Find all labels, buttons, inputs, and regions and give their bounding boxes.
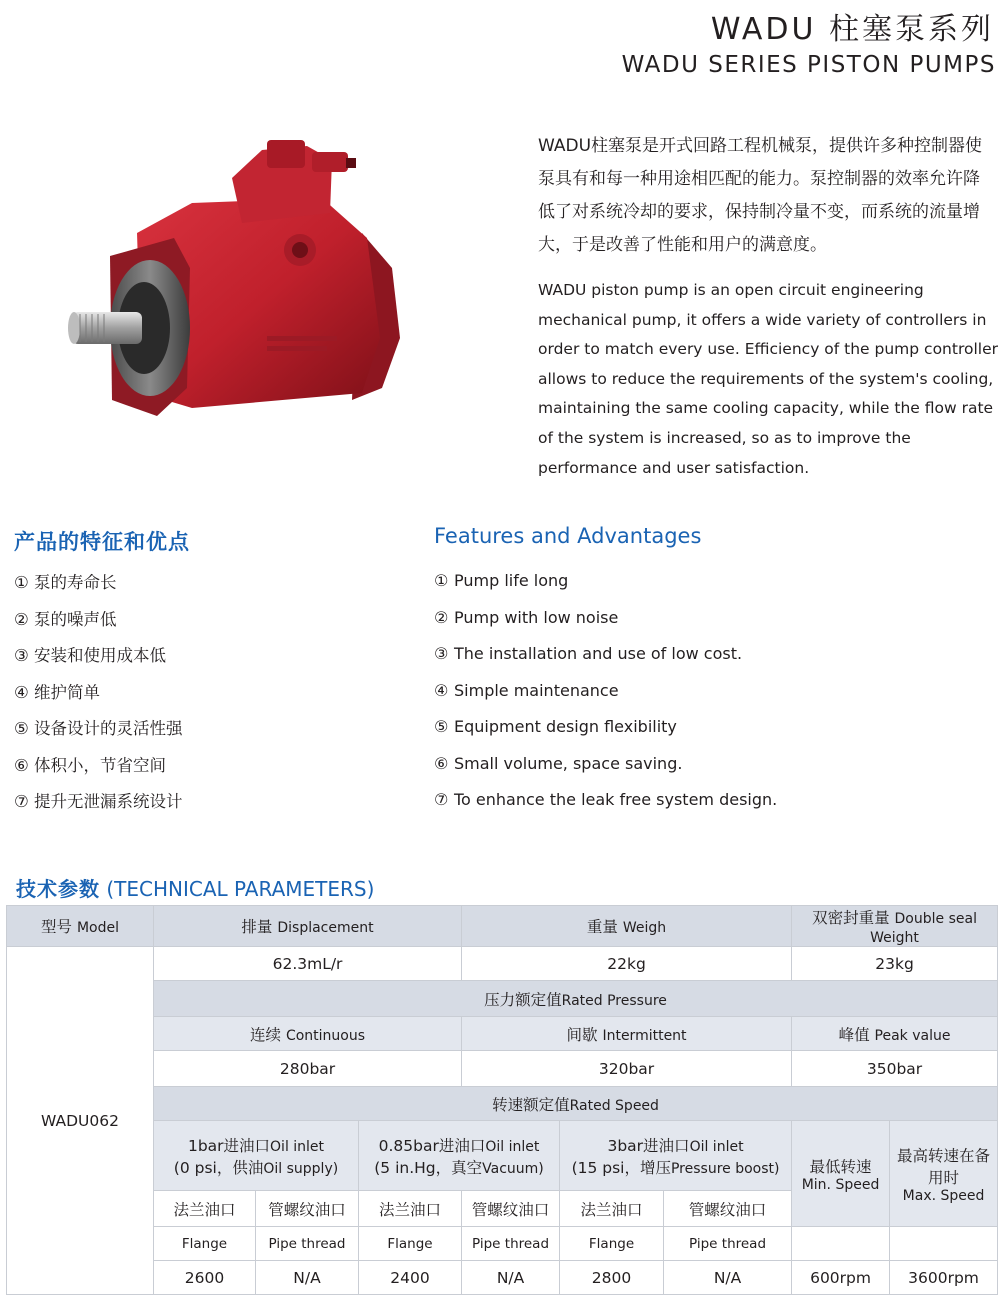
weight-value: 22kg: [462, 947, 792, 981]
speed-pipe-3bar: N/A: [664, 1261, 792, 1295]
header-displacement: 排量 Displacement: [154, 906, 462, 947]
inlet-3bar-header: 3bar进油口Oil inlet (15 psi，增压Pressure boost): [560, 1121, 792, 1191]
empty-cell: [792, 1227, 890, 1261]
feature-number: ⑤: [14, 719, 29, 738]
speed-flange-1bar: 2600: [154, 1261, 256, 1295]
speed-flange-085bar: 2400: [359, 1261, 462, 1295]
feature-item-cn: [14, 682, 183, 719]
feature-text: 维护简单: [34, 682, 100, 702]
feature-item-en: [434, 607, 777, 644]
feature-text: Equipment design flexibility: [454, 717, 677, 736]
feature-number: ②: [14, 609, 29, 629]
feature-number: ⑦: [14, 792, 29, 811]
port-pipe-en: Pipe thread: [256, 1227, 359, 1261]
feature-text: The installation and use of low cost.: [454, 644, 743, 663]
port-flange-cn: 法兰油口: [359, 1191, 462, 1227]
feature-item-en: [434, 570, 777, 607]
tech-params-table: [6, 905, 998, 1295]
speed-pipe-085bar: N/A: [462, 1261, 560, 1295]
tech-params-title: [16, 873, 374, 902]
features-list-cn: [14, 572, 183, 828]
speed-flange-3bar: 2800: [560, 1261, 664, 1295]
header-weight: 重量 Weigh: [462, 906, 792, 947]
feature-text: 设备设计的灵活性强: [34, 719, 183, 738]
pressure-continuous-header: 连续 Continuous: [154, 1017, 462, 1051]
feature-item-en: [434, 680, 777, 717]
pressure-intermittent-value: 320bar: [462, 1051, 792, 1087]
feature-text: To enhance the leak free system design.: [454, 790, 778, 809]
feature-text: 体积小，节省空间: [34, 755, 166, 775]
feature-number: ⑥: [14, 755, 29, 775]
page-title-cn: WADU 柱塞泵系列: [710, 12, 994, 47]
feature-item-cn: [14, 718, 183, 755]
feature-number: ①: [434, 571, 449, 590]
feature-number: ③: [434, 644, 449, 663]
feature-number: ①: [14, 573, 29, 592]
feature-number: ②: [434, 607, 449, 627]
feature-text: 泵的寿命长: [34, 573, 117, 592]
intro-text-en: WADU piston pump is an open circuit engineering mechanical pump, it offers a wide variety of controllers in order to match every use. Efficiency of the pump controller allows to reduce the requirements of the system's cooling, maintaining the same cooling capacity, while the flow rate of the system is increased, so as to improve the performance and user satisfaction.: [538, 281, 998, 477]
min-speed-value: 600rpm: [792, 1261, 890, 1295]
min-speed-header: 最低转速 Min. Speed: [792, 1121, 890, 1227]
feature-item-en: [434, 643, 777, 680]
feature-item-cn: [14, 572, 183, 609]
rated-speed-header: 转速额定值Rated Speed: [154, 1087, 998, 1121]
feature-number: ⑤: [434, 717, 449, 736]
port-flange-cn: 法兰油口: [560, 1191, 664, 1227]
feature-number: ④: [434, 680, 449, 700]
feature-number: ③: [14, 646, 29, 665]
feature-number: ⑦: [434, 790, 449, 809]
port-pipe-en: Pipe thread: [462, 1227, 560, 1261]
feature-item-cn: [14, 609, 183, 646]
intro-text-cn: WADU柱塞泵是开式回路工程机械泵，提供许多种控制器使泵具有和每一种用途相匹配的能力。泵控制器的效率允许降低了对系统冷却的要求，保持制冷量不变，而系统的流量增大，于是改善了性能和用户的满意度。: [538, 136, 983, 255]
inlet-085bar-header: 0.85bar进油口Oil inlet (5 in.Hg，真空Vacuum): [359, 1121, 560, 1191]
feature-text: Pump with low noise: [454, 607, 619, 627]
feature-text: Simple maintenance: [454, 680, 619, 700]
feature-text: Pump life long: [454, 571, 569, 590]
empty-cell: [890, 1227, 998, 1261]
port-flange-cn: 法兰油口: [154, 1191, 256, 1227]
pressure-intermittent-header: 间歇 Intermittent: [462, 1017, 792, 1051]
port-flange-en: Flange: [560, 1227, 664, 1261]
feature-item-cn: [14, 645, 183, 682]
port-pipe-cn: 管螺纹油口: [664, 1191, 792, 1227]
port-pipe-en: Pipe thread: [664, 1227, 792, 1261]
feature-item-en: [434, 789, 777, 826]
inlet-1bar-header: 1bar进油口Oil inlet (0 psi，供油Oil supply): [154, 1121, 359, 1191]
port-pipe-cn: 管螺纹油口: [256, 1191, 359, 1227]
pressure-peak-header: 峰值 Peak value: [792, 1017, 998, 1051]
pressure-continuous-value: 280bar: [154, 1051, 462, 1087]
piston-pump-image: [62, 138, 407, 430]
features-title-cn: 产品的特征和优点: [14, 530, 190, 554]
features-title-en: Features and Advantages: [434, 524, 702, 548]
tech-title-cn: 技术参数: [16, 877, 100, 901]
port-flange-en: Flange: [359, 1227, 462, 1261]
header-model: 型号 Model: [7, 906, 154, 947]
feature-text: Small volume, space saving.: [454, 753, 683, 773]
speed-pipe-1bar: N/A: [256, 1261, 359, 1295]
port-flange-en: Flange: [154, 1227, 256, 1261]
model-cell: WADU062: [7, 947, 154, 1295]
feature-number: ④: [14, 682, 29, 702]
feature-item-en: [434, 753, 777, 790]
feature-item-en: [434, 716, 777, 753]
tech-title-en: (TECHNICAL PARAMETERS): [106, 877, 375, 901]
feature-item-cn: [14, 791, 183, 828]
max-speed-header: 最高转速在备用时 Max. Speed: [890, 1121, 998, 1227]
double-seal-weight-value: 23kg: [792, 947, 998, 981]
header-double-seal-weight: 双密封重量 Double seal Weight: [792, 906, 998, 947]
feature-text: 提升无泄漏系统设计: [34, 792, 183, 811]
feature-text: 泵的噪声低: [34, 609, 117, 629]
port-pipe-cn: 管螺纹油口: [462, 1191, 560, 1227]
max-speed-value: 3600rpm: [890, 1261, 998, 1295]
page-title-en: WADU SERIES PISTON PUMPS: [621, 52, 996, 78]
pressure-peak-value: 350bar: [792, 1051, 998, 1087]
features-list-en: [434, 570, 777, 826]
feature-item-cn: [14, 755, 183, 792]
feature-text: 安装和使用成本低: [34, 646, 166, 665]
feature-number: ⑥: [434, 753, 449, 773]
displacement-value: 62.3mL/r: [154, 947, 462, 981]
rated-pressure-header: 压力额定值Rated Pressure: [154, 981, 998, 1017]
